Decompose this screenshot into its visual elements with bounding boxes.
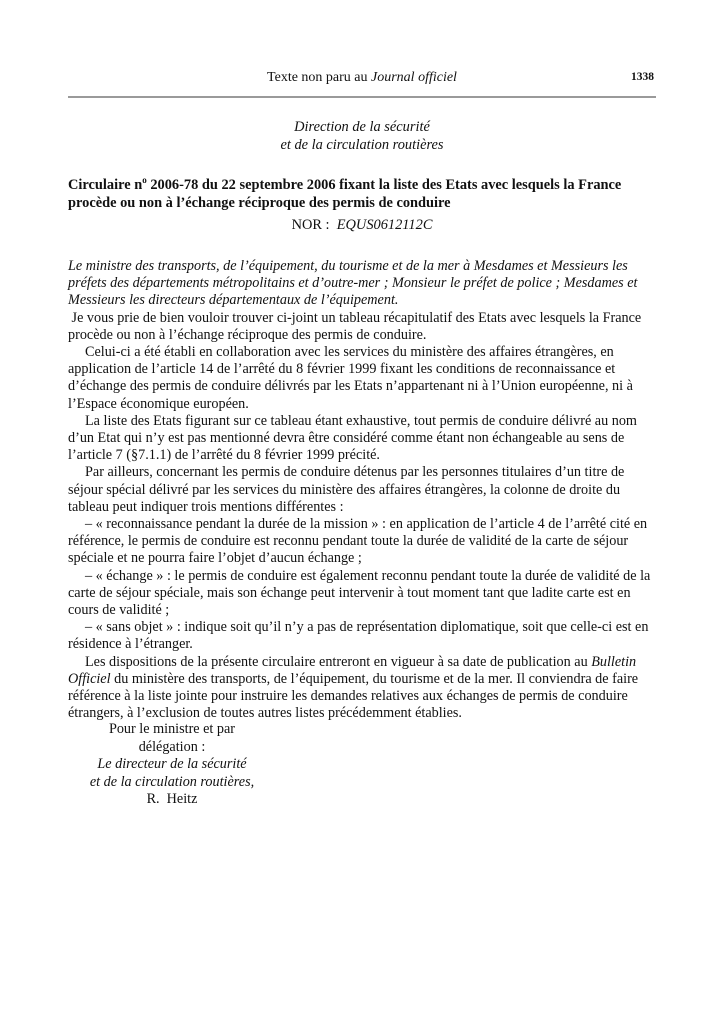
header-text	[68, 70, 656, 86]
final-text-start: Les dispositions de la présente circulaire entreront en vigueur à sa date de publication au	[85, 653, 592, 670]
nor-code: EQUS0612112C	[336, 217, 433, 233]
body-paragraph-1: Je vous prie de bien vouloir trouver ci-joint un tableau récapitulatif des Etats avec lesquels la France procède ou non à l’échange réciproque des permis de conduire.	[68, 309, 645, 343]
final-text-end: du ministère des transports, de l’équipement, du tourisme et de la mer. Il conviendra de faire référence à la liste jointe pour instruire les demandes relatives aux échanges de permis de conduire étrangers, à l’exclusion de toutes autres listes précédemment établies.	[68, 670, 639, 722]
signature-line-4: et de la circulation routières,	[89, 773, 255, 790]
page-number: 1338	[631, 71, 654, 83]
body-paragraph-2: Celui-ci a été établi en collaboration avec les services du ministère des affaires étrangères, en application de l’article 14 de l’arrêté du 8 février 1999 fixant les conditions de reconnaissance et d’échange des permis de conduire délivrés par les Etats n’appartenant ni à l’Union européenne, ni à l’Espace économique européen.	[68, 344, 633, 412]
signature-line-1: Pour le ministre et par	[108, 721, 236, 737]
header-label: Texte non paru au	[267, 70, 368, 85]
signatory-name: R. Heitz	[146, 791, 198, 808]
page-header	[68, 70, 656, 90]
list-item-sans-objet: – « sans objet » : indique soit qu’il n’y a pas de représentation diplomatique, soit que celle-ci est en résidence à l’étranger.	[68, 619, 649, 653]
body-paragraph-final	[68, 654, 658, 723]
department-heading	[0, 118, 724, 154]
department-line-1: Direction de la sécurité	[294, 119, 430, 135]
body-paragraph-3: La liste des Etats figurant sur ce tableau étant exhaustive, tout permis de conduire délivré au nom d’un Etat qui n’y est pas mentionné devra être considéré comme étant non échangeable au sens de l’article 7 (§7.1.1) de l’arrêté du 8 février 1999 précité.	[68, 412, 637, 464]
circular-number-superscript: o	[142, 175, 147, 185]
circular-body	[68, 258, 658, 722]
addressees-paragraph: Le ministre des transports, de l’équipement, du tourisme et de la mer à Mesdames et Messieurs les préfets des départements métropolitains et d’outre-mer ; Monsieur le préfet de police ; Mesdames et Messieurs les directeurs départementaux de l’équipement.	[68, 258, 638, 309]
signature-line-2: délégation :	[138, 738, 206, 755]
circular-title	[68, 176, 658, 212]
list-item-reconnaissance: – « reconnaissance pendant la durée de la mission » : en application de l’article 4 de l’arrêté cité en référence, le permis de conduire est reconnu pendant toute la durée de validité de la carte de séjour spéciale et ne pourra faire l’objet d’aucun échange ;	[68, 516, 648, 567]
department-line-2: et de la circulation routières	[280, 137, 444, 153]
body-paragraph-4: Par ailleurs, concernant les permis de conduire détenus par les personnes titulaires d’un titre de séjour spécial délivré par les services du ministère des affaires étrangères, la colonne de droite du tableau peut indiquer trois mentions différentes :	[68, 464, 625, 515]
nor-label: NOR :	[291, 217, 330, 233]
header-divider	[68, 96, 656, 98]
bulletin-officiel-ref: Bulletin Officiel	[68, 653, 637, 687]
signature-block	[82, 721, 262, 809]
signature-line-3: Le directeur de la sécurité	[97, 756, 247, 773]
nor-reference	[0, 217, 724, 234]
circular-prefix: Circulaire n	[68, 177, 143, 193]
circular-title-text: 2006-78 du 22 septembre 2006 fixant la liste des Etats avec lesquels la France procède ou non à l’échange réciproque des permis de conduire	[68, 177, 622, 211]
list-item-echange: – « échange » : le permis de conduire est également reconnu pendant toute la durée de validité de la carte de séjour spéciale, mais son échange peut intervenir à tout moment tant que ladite carte est en cours de validité ;	[68, 567, 651, 619]
journal-name: Journal officiel	[371, 70, 457, 85]
